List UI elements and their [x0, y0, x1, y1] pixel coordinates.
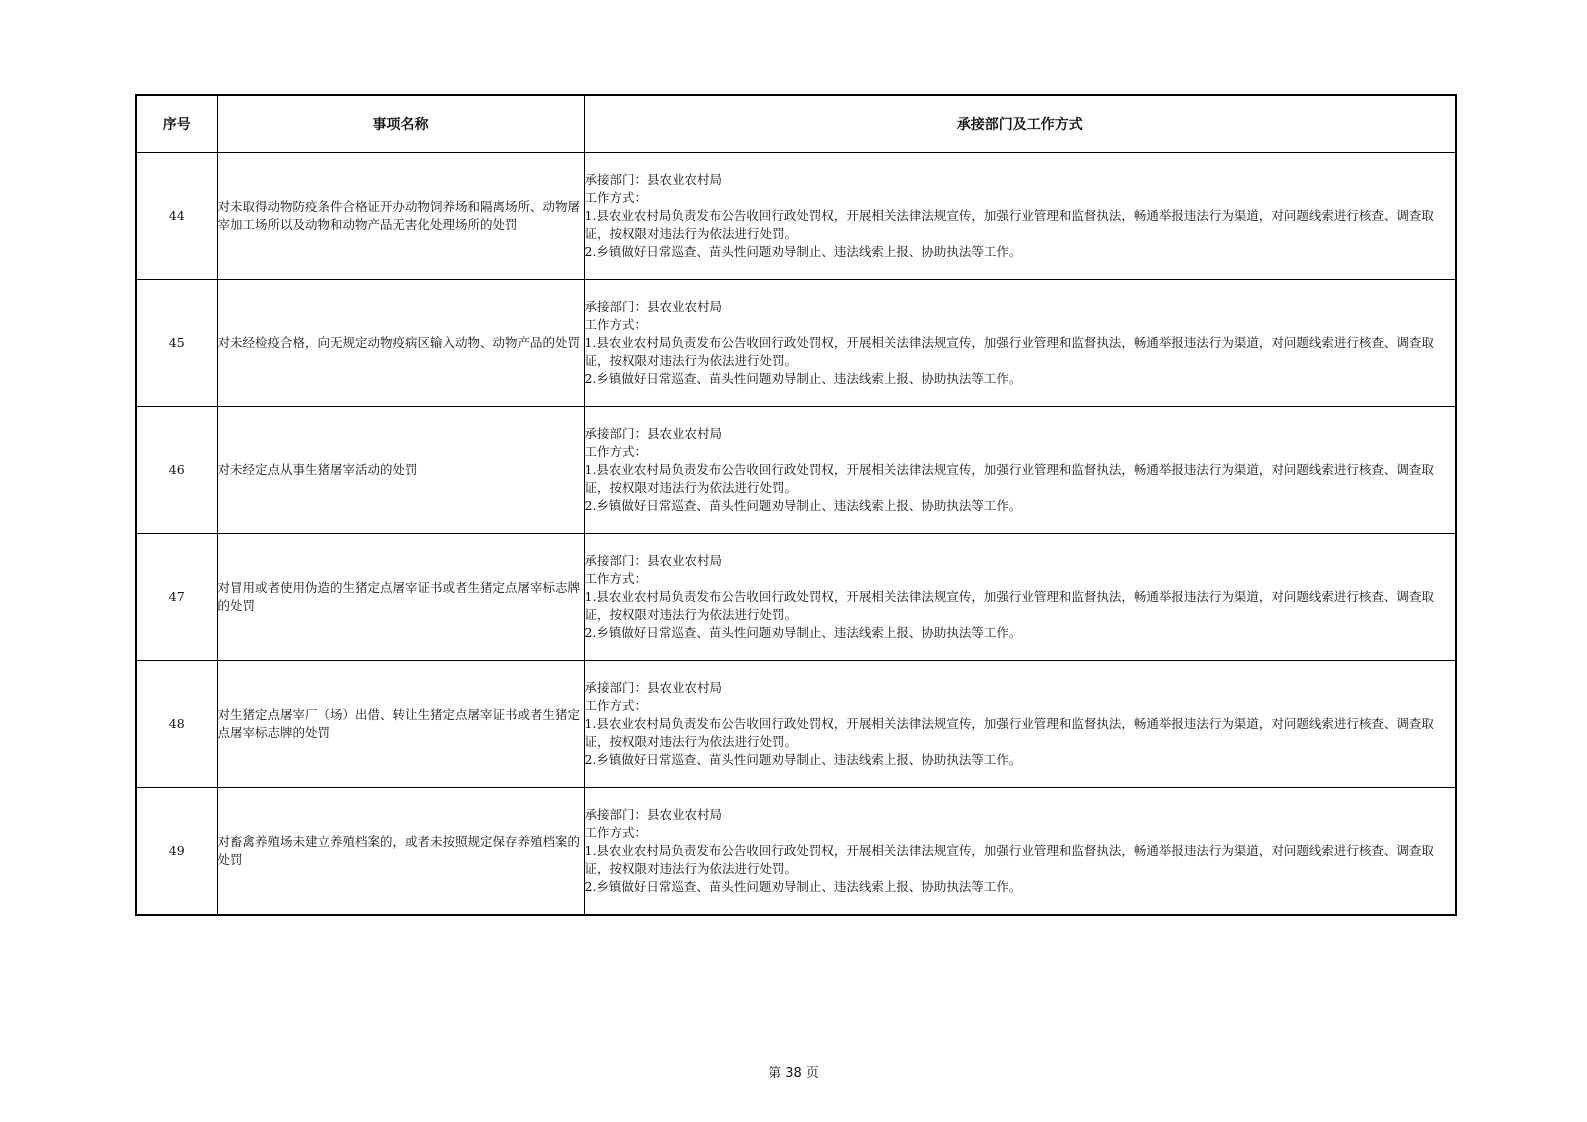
work-step-2: 2.乡镇做好日常巡查、苗头性问题劝导制止、违法线索上报、协助执法等工作。 — [584, 879, 1022, 894]
department-line: 承接部门：县农业农村局 — [584, 426, 723, 441]
department-line: 承接部门：县农业农村局 — [584, 172, 723, 187]
row-number: 48 — [136, 661, 217, 788]
header-no: 序号 — [136, 95, 217, 153]
header-item-name: 事项名称 — [217, 95, 584, 153]
item-name: 对未取得动物防疫条件合格证开办动物饲养场和隔离场所、动物屠宰加工场所以及动物和动物产品无害化处理场所的处罚 — [217, 153, 584, 280]
department-line: 承接部门：县农业农村局 — [584, 680, 723, 695]
department-method — [584, 153, 1456, 280]
header-department-method: 承接部门及工作方式 — [584, 95, 1456, 153]
item-name: 对冒用或者使用伪造的生猪定点屠宰证书或者生猪定点屠宰标志牌的处罚 — [217, 534, 584, 661]
work-step-1: 1.县农业农村局负责发布公告收回行政处罚权，开展相关法律法规宣传，加强行业管理和监督执法，畅通举报违法行为渠道，对问题线索进行核查、调查取证，按权限对违法行为依法进行处罚。 — [584, 589, 1434, 622]
work-mode-label: 工作方式： — [584, 698, 648, 713]
page-number: 第 38 页 — [768, 1066, 819, 1081]
department-method — [584, 280, 1456, 407]
work-step-2: 2.乡镇做好日常巡查、苗头性问题劝导制止、违法线索上报、协助执法等工作。 — [584, 371, 1022, 386]
department-method — [584, 534, 1456, 661]
row-number: 47 — [136, 534, 217, 661]
table-row — [136, 534, 1456, 661]
work-step-2: 2.乡镇做好日常巡查、苗头性问题劝导制止、违法线索上报、协助执法等工作。 — [584, 244, 1022, 259]
table-row — [136, 407, 1456, 534]
work-step-1: 1.县农业农村局负责发布公告收回行政处罚权，开展相关法律法规宣传，加强行业管理和监督执法，畅通举报违法行为渠道，对问题线索进行核查、调查取证，按权限对违法行为依法进行处罚。 — [584, 716, 1434, 749]
row-number: 45 — [136, 280, 217, 407]
work-mode-label: 工作方式： — [584, 190, 648, 205]
work-step-2: 2.乡镇做好日常巡查、苗头性问题劝导制止、违法线索上报、协助执法等工作。 — [584, 752, 1022, 767]
work-step-2: 2.乡镇做好日常巡查、苗头性问题劝导制止、违法线索上报、协助执法等工作。 — [584, 625, 1022, 640]
table-row — [136, 280, 1456, 407]
department-method — [584, 661, 1456, 788]
item-name: 对生猪定点屠宰厂（场）出借、转让生猪定点屠宰证书或者生猪定点屠宰标志牌的处罚 — [217, 661, 584, 788]
work-step-1: 1.县农业农村局负责发布公告收回行政处罚权，开展相关法律法规宣传，加强行业管理和监督执法，畅通举报违法行为渠道，对问题线索进行核查、调查取证，按权限对违法行为依法进行处罚。 — [584, 462, 1434, 495]
table-row — [136, 661, 1456, 788]
department-method — [584, 407, 1456, 534]
row-number: 49 — [136, 788, 217, 916]
row-number: 46 — [136, 407, 217, 534]
table-header — [136, 95, 1456, 153]
responsibility-table — [135, 94, 1457, 916]
table-body — [136, 153, 1456, 916]
work-step-1: 1.县农业农村局负责发布公告收回行政处罚权，开展相关法律法规宣传，加强行业管理和监督执法，畅通举报违法行为渠道，对问题线索进行核查、调查取证，按权限对违法行为依法进行处罚。 — [584, 335, 1434, 368]
row-number: 44 — [136, 153, 217, 280]
item-name: 对畜禽养殖场未建立养殖档案的，或者未按照规定保存养殖档案的处罚 — [217, 788, 584, 916]
department-line: 承接部门：县农业农村局 — [584, 553, 723, 568]
work-mode-label: 工作方式： — [584, 571, 648, 586]
work-step-1: 1.县农业农村局负责发布公告收回行政处罚权，开展相关法律法规宣传，加强行业管理和监督执法，畅通举报违法行为渠道，对问题线索进行核查、调查取证，按权限对违法行为依法进行处罚。 — [584, 843, 1434, 876]
department-method — [584, 788, 1456, 916]
work-step-1: 1.县农业农村局负责发布公告收回行政处罚权，开展相关法律法规宣传，加强行业管理和监督执法，畅通举报违法行为渠道，对问题线索进行核查、调查取证，按权限对违法行为依法进行处罚。 — [584, 208, 1434, 241]
header-row — [136, 95, 1456, 153]
work-mode-label: 工作方式： — [584, 444, 648, 459]
table-row — [136, 788, 1456, 916]
item-name: 对未经定点从事生猪屠宰活动的处罚 — [217, 407, 584, 534]
department-line: 承接部门：县农业农村局 — [584, 299, 723, 314]
work-step-2: 2.乡镇做好日常巡查、苗头性问题劝导制止、违法线索上报、协助执法等工作。 — [584, 498, 1022, 513]
item-name: 对未经检疫合格，向无规定动物疫病区输入动物、动物产品的处罚 — [217, 280, 584, 407]
work-mode-label: 工作方式： — [584, 317, 648, 332]
department-line: 承接部门：县农业农村局 — [584, 807, 723, 822]
table-row — [136, 153, 1456, 280]
work-mode-label: 工作方式： — [584, 825, 648, 840]
